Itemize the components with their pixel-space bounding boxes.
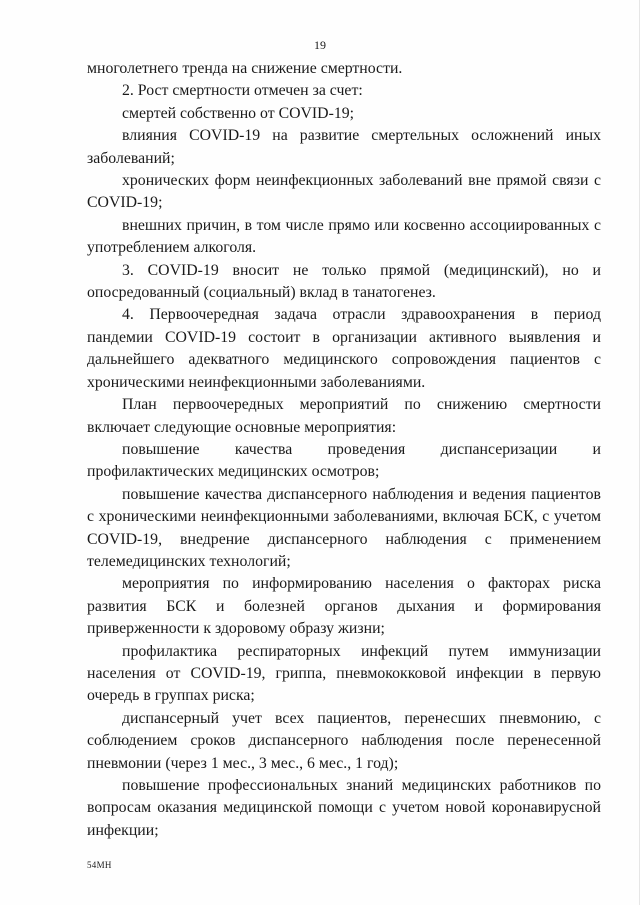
- paragraph-external-causes: внешних причин, в том числе прямо или косвенно ассоциированных с употреблением алкоголя.: [87, 216, 601, 257]
- list-item-professional-training: повышение профессиональных знаний медицинских работников по вопросам оказания медицинской помощи с учетом новой коронавирусной инфекции;: [87, 777, 601, 839]
- list-item-dispensarization: повышение качества проведения диспансеризации и профилактических медицинских осмотров;: [87, 440, 601, 481]
- footer-document-code: 54МН: [87, 860, 112, 870]
- body-text: [87, 58, 601, 842]
- list-item-pneumonia-registry: диспансерный учет всех пациентов, перенесших пневмонию, с соблюдением сроков диспансерного наблюдения после перенесенной пневмонии (через 1 мес., 3 мес., 6 мес., 1 год);: [87, 709, 601, 772]
- paragraph-covid-deaths: смертей собственно от COVID-19;: [122, 104, 355, 122]
- list-item-immunization: профилактика респираторных инфекций путем иммунизации населения от COVID-19, гриппа, пневмококковой инфекции в первую очередь в группах риска;: [87, 642, 601, 705]
- paragraph-continuation: многолетнего тренда на снижение смертности.: [87, 60, 403, 77]
- paragraph-chronic-forms: хронических форм неинфекционных заболеваний вне прямой связи с COVID-19;: [87, 172, 601, 212]
- paragraph-covid-complications: влияния COVID-19 на развитие смертельных осложнений иных заболеваний;: [87, 127, 601, 167]
- list-item-dispensary-observation: повышение качества диспансерного наблюдения и ведения пациентов с хроническими неинфекционными заболеваниями, включая БСК, с учетом COVID-19, внедрение диспансерного наблюдения с применением телемедицинских технологий;: [87, 485, 601, 570]
- paragraph-point-4: 4. Первоочередная задача отрасли здравоохранения в период пандемии COVID-19 состоит в организации активного выявления и дальнейшего адекватного медицинского сопровождения пациентов с хроническими неинфекционными заболеваниями.: [87, 306, 601, 391]
- list-item-informing: мероприятия по информированию населения о факторах риска развития БСК и болезней органов дыхания и формирования приверженности к здоровому образу жизни;: [87, 575, 601, 638]
- page-number: 19: [314, 38, 326, 52]
- paragraph-plan-intro: План первоочередных мероприятий по снижению смертности включает следующие основные мероприятия:: [87, 396, 601, 436]
- paragraph-point-2: 2. Рост смертности отмечен за счет:: [122, 82, 363, 100]
- paragraph-point-3: 3. COVID-19 вносит не только прямой (медицинский), но и опосредованный (социальный) вклад в танатогенез.: [87, 261, 601, 302]
